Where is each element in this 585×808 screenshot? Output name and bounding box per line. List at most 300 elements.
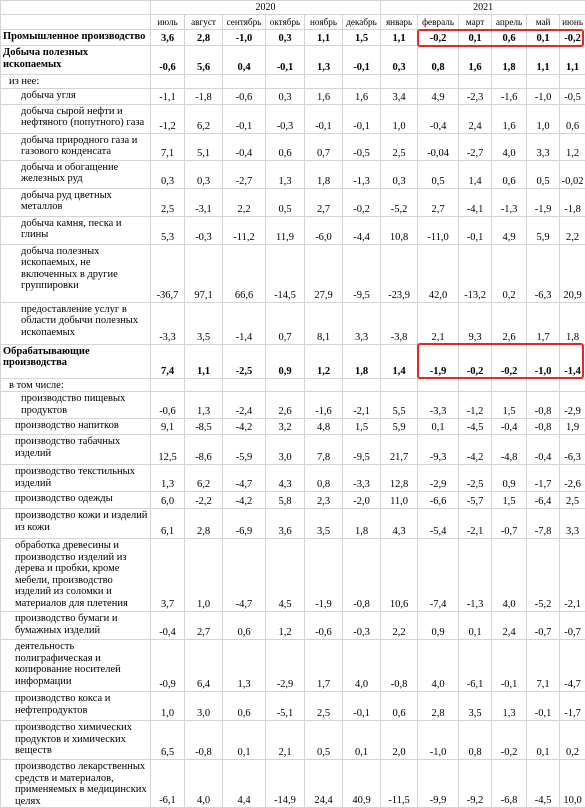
- value-cell: 0,5: [527, 160, 560, 188]
- value-cell: -1,3: [343, 160, 381, 188]
- value-cell: -5,1: [266, 692, 305, 721]
- table-row: [1, 188, 585, 216]
- value-cell: 1,1: [381, 30, 418, 46]
- value-cell: 1,5: [343, 30, 381, 46]
- value-cell: 4,0: [185, 760, 223, 808]
- value-cell: 0,1: [223, 721, 266, 760]
- row-label: добыча руд цветных металлов: [1, 188, 151, 216]
- value-cell: 0,1: [527, 30, 560, 46]
- value-cell: -4,5: [527, 760, 560, 808]
- value-cell: -0,7: [492, 509, 527, 539]
- value-cell: 40,9: [343, 760, 381, 808]
- value-cell: -1,9: [305, 539, 343, 612]
- value-cell: 0,9: [492, 465, 527, 492]
- row-label: Добыча полезных ископаемых: [1, 46, 151, 75]
- value-cell: 2,6: [266, 392, 305, 419]
- value-cell: -2,3: [459, 88, 492, 104]
- row-label: добыча сырой нефти и нефтяного (попутного) газа: [1, 104, 151, 133]
- value-cell: [266, 378, 305, 392]
- value-cell: -0,1: [343, 692, 381, 721]
- value-cell: -4,7: [223, 465, 266, 492]
- value-cell: 1,6: [305, 88, 343, 104]
- value-cell: 2,8: [185, 30, 223, 46]
- value-cell: -6,1: [151, 760, 185, 808]
- value-cell: -4,4: [343, 216, 381, 244]
- row-label: производство текстильных изделий: [1, 465, 151, 492]
- value-cell: -3,3: [418, 392, 459, 419]
- row-label: добыча и обогащение железных руд: [1, 160, 151, 188]
- value-cell: -7,8: [527, 509, 560, 539]
- value-cell: -0,7: [527, 612, 560, 640]
- value-cell: -6,8: [492, 760, 527, 808]
- value-cell: -6,1: [459, 640, 492, 692]
- row-label: предоставление услуг в области добычи полезных ископаемых: [1, 302, 151, 344]
- value-cell: 1,2: [305, 344, 343, 378]
- value-cell: 0,5: [266, 188, 305, 216]
- value-cell: 5,5: [381, 392, 418, 419]
- value-cell: -3,3: [343, 465, 381, 492]
- value-cell: -0,5: [343, 133, 381, 160]
- value-cell: -5,7: [459, 492, 492, 509]
- value-cell: 1,8: [560, 302, 585, 344]
- value-cell: -6,6: [418, 492, 459, 509]
- value-cell: -6,4: [527, 492, 560, 509]
- value-cell: -0,1: [459, 216, 492, 244]
- table-row: [1, 46, 585, 75]
- value-cell: -1,4: [223, 302, 266, 344]
- value-cell: 0,8: [459, 721, 492, 760]
- value-cell: 4,0: [492, 539, 527, 612]
- value-cell: -2,4: [223, 392, 266, 419]
- value-cell: 8,1: [305, 302, 343, 344]
- value-cell: 1,9: [560, 419, 585, 435]
- value-cell: 10,0: [560, 760, 585, 808]
- value-cell: 2,1: [266, 721, 305, 760]
- value-cell: 1,7: [527, 302, 560, 344]
- value-cell: -1,4: [560, 344, 585, 378]
- value-cell: 0,4: [223, 46, 266, 75]
- value-cell: -9,5: [343, 435, 381, 465]
- value-cell: [459, 378, 492, 392]
- month-header: июль: [151, 15, 185, 30]
- value-cell: 2,8: [185, 509, 223, 539]
- value-cell: 9,3: [459, 302, 492, 344]
- table-row: [1, 419, 585, 435]
- value-cell: -0,4: [151, 612, 185, 640]
- value-cell: 0,6: [223, 612, 266, 640]
- value-cell: -0,8: [185, 721, 223, 760]
- value-cell: -6,3: [560, 435, 585, 465]
- value-cell: -5,9: [223, 435, 266, 465]
- table-row: [1, 378, 585, 392]
- month-header: июнь: [560, 15, 585, 30]
- value-cell: 1,3: [266, 160, 305, 188]
- value-cell: -9,3: [418, 435, 459, 465]
- value-cell: 0,6: [266, 133, 305, 160]
- table-row: [1, 435, 585, 465]
- value-cell: -0,3: [185, 216, 223, 244]
- value-cell: 21,7: [381, 435, 418, 465]
- value-cell: [343, 75, 381, 89]
- value-cell: 5,8: [266, 492, 305, 509]
- row-label: производство напитков: [1, 419, 151, 435]
- value-cell: [418, 75, 459, 89]
- value-cell: 1,3: [151, 465, 185, 492]
- value-cell: -3,1: [185, 188, 223, 216]
- value-cell: [418, 378, 459, 392]
- value-cell: 3,3: [560, 509, 585, 539]
- value-cell: 0,5: [418, 160, 459, 188]
- value-cell: -0,02: [560, 160, 585, 188]
- value-cell: 3,6: [266, 509, 305, 539]
- value-cell: 2,6: [492, 302, 527, 344]
- month-header: февраль: [418, 15, 459, 30]
- value-cell: -0,3: [266, 104, 305, 133]
- table-row: [1, 492, 585, 509]
- value-cell: 2,5: [151, 188, 185, 216]
- value-cell: 0,7: [305, 133, 343, 160]
- value-cell: 0,2: [560, 721, 585, 760]
- value-cell: -11,0: [418, 216, 459, 244]
- row-label: в том числе:: [1, 378, 151, 392]
- value-cell: -0,2: [560, 30, 585, 46]
- value-cell: 10,8: [381, 216, 418, 244]
- value-cell: -0,6: [223, 88, 266, 104]
- value-cell: 3,6: [151, 30, 185, 46]
- value-cell: 1,6: [459, 46, 492, 75]
- value-cell: 24,4: [305, 760, 343, 808]
- value-cell: -14,5: [266, 244, 305, 302]
- row-label: производство пищевых продуктов: [1, 392, 151, 419]
- value-cell: 6,2: [185, 104, 223, 133]
- value-cell: -6,0: [305, 216, 343, 244]
- value-cell: 2,1: [418, 302, 459, 344]
- value-cell: -11,2: [223, 216, 266, 244]
- value-cell: [492, 75, 527, 89]
- value-cell: 2,0: [381, 721, 418, 760]
- value-cell: -9,2: [459, 760, 492, 808]
- table-row: [1, 640, 585, 692]
- value-cell: [560, 75, 585, 89]
- value-cell: -2,7: [459, 133, 492, 160]
- month-header: октябрь: [266, 15, 305, 30]
- value-cell: 6,0: [151, 492, 185, 509]
- month-header: ноябрь: [305, 15, 343, 30]
- value-cell: -1,6: [305, 392, 343, 419]
- value-cell: 2,7: [305, 188, 343, 216]
- value-cell: -1,8: [185, 88, 223, 104]
- table-row: [1, 88, 585, 104]
- value-cell: -2,0: [343, 492, 381, 509]
- value-cell: 2,5: [560, 492, 585, 509]
- table-row: [1, 160, 585, 188]
- value-cell: 0,2: [492, 244, 527, 302]
- row-label: добыча полезных ископаемых, не включенных в другие группировки: [1, 244, 151, 302]
- value-cell: 3,3: [343, 302, 381, 344]
- value-cell: 2,2: [381, 612, 418, 640]
- value-cell: -0,6: [151, 46, 185, 75]
- value-cell: 0,3: [266, 30, 305, 46]
- value-cell: 4,3: [381, 509, 418, 539]
- value-cell: [527, 378, 560, 392]
- value-cell: -0,4: [492, 419, 527, 435]
- value-cell: 5,3: [151, 216, 185, 244]
- value-cell: 1,6: [492, 104, 527, 133]
- value-cell: 0,6: [223, 692, 266, 721]
- value-cell: -1,3: [459, 539, 492, 612]
- month-header: апрель: [492, 15, 527, 30]
- value-cell: -0,4: [527, 435, 560, 465]
- value-cell: -0,1: [266, 46, 305, 75]
- value-cell: 4,3: [266, 465, 305, 492]
- value-cell: 11,9: [266, 216, 305, 244]
- value-cell: -3,3: [151, 302, 185, 344]
- month-header: август: [185, 15, 223, 30]
- row-label: производство табачных изделий: [1, 435, 151, 465]
- table-row: [1, 539, 585, 612]
- table-row: [1, 760, 585, 808]
- value-cell: 1,5: [492, 492, 527, 509]
- value-cell: 42,0: [418, 244, 459, 302]
- value-cell: 1,6: [343, 88, 381, 104]
- value-cell: 7,8: [305, 435, 343, 465]
- value-cell: 1,0: [185, 539, 223, 612]
- value-cell: 1,1: [185, 344, 223, 378]
- value-cell: 1,8: [305, 160, 343, 188]
- value-cell: -2,2: [185, 492, 223, 509]
- value-cell: 2,7: [185, 612, 223, 640]
- table-row: [1, 465, 585, 492]
- value-cell: 97,1: [185, 244, 223, 302]
- value-cell: 3,5: [185, 302, 223, 344]
- month-header: декабрь: [343, 15, 381, 30]
- value-cell: [151, 378, 185, 392]
- row-label: производство кожи и изделий из кожи: [1, 509, 151, 539]
- month-header: сентябрь: [223, 15, 266, 30]
- value-cell: 0,6: [492, 30, 527, 46]
- value-cell: -0,1: [305, 104, 343, 133]
- value-cell: -13,2: [459, 244, 492, 302]
- value-cell: 0,6: [381, 692, 418, 721]
- value-cell: 20,9: [560, 244, 585, 302]
- value-cell: 2,3: [305, 492, 343, 509]
- value-cell: 5,9: [381, 419, 418, 435]
- value-cell: 1,3: [492, 692, 527, 721]
- value-cell: -0,04: [418, 133, 459, 160]
- value-cell: -2,9: [560, 392, 585, 419]
- value-cell: -4,2: [223, 492, 266, 509]
- value-cell: 3,0: [266, 435, 305, 465]
- value-cell: [492, 378, 527, 392]
- table-row: [1, 133, 585, 160]
- value-cell: 1,0: [381, 104, 418, 133]
- value-cell: 1,5: [492, 392, 527, 419]
- table-row: [1, 302, 585, 344]
- value-cell: -0,8: [527, 392, 560, 419]
- value-cell: -0,6: [305, 612, 343, 640]
- value-cell: -0,2: [418, 30, 459, 46]
- value-cell: 12,5: [151, 435, 185, 465]
- value-cell: 1,8: [492, 46, 527, 75]
- value-cell: -0,2: [492, 721, 527, 760]
- value-cell: 7,1: [151, 133, 185, 160]
- value-cell: -1,7: [527, 465, 560, 492]
- value-cell: 3,2: [266, 419, 305, 435]
- value-cell: 0,9: [418, 612, 459, 640]
- value-cell: 5,1: [185, 133, 223, 160]
- value-cell: 1,0: [151, 692, 185, 721]
- value-cell: 0,1: [343, 721, 381, 760]
- value-cell: -6,3: [527, 244, 560, 302]
- value-cell: -0,8: [527, 419, 560, 435]
- value-cell: 1,5: [343, 419, 381, 435]
- value-cell: 0,9: [266, 344, 305, 378]
- row-label: добыча угля: [1, 88, 151, 104]
- value-cell: 1,3: [185, 392, 223, 419]
- value-cell: 6,2: [185, 465, 223, 492]
- value-cell: [459, 75, 492, 89]
- value-cell: 9,1: [151, 419, 185, 435]
- table-row: [1, 344, 585, 378]
- value-cell: -14,9: [266, 760, 305, 808]
- value-cell: -5,2: [381, 188, 418, 216]
- row-label: Промышленное производство: [1, 30, 151, 46]
- value-cell: -1,0: [527, 344, 560, 378]
- value-cell: -0,8: [381, 640, 418, 692]
- table-row: [1, 216, 585, 244]
- value-cell: -2,9: [266, 640, 305, 692]
- value-cell: 6,5: [151, 721, 185, 760]
- value-cell: -7,4: [418, 539, 459, 612]
- table-row: [1, 75, 585, 89]
- value-cell: 1,8: [343, 509, 381, 539]
- value-cell: [527, 75, 560, 89]
- value-cell: 0,8: [305, 465, 343, 492]
- value-cell: 4,5: [266, 539, 305, 612]
- value-cell: -0,3: [343, 612, 381, 640]
- row-label: обработка древесины и производство изделий из дерева и пробки, кроме мебели, производство изделий из соломки и материалов для плетения: [1, 539, 151, 612]
- value-cell: 4,0: [418, 640, 459, 692]
- value-cell: 3,5: [459, 692, 492, 721]
- value-cell: 6,1: [151, 509, 185, 539]
- value-cell: -0,8: [343, 539, 381, 612]
- value-cell: -5,4: [418, 509, 459, 539]
- value-cell: 6,4: [185, 640, 223, 692]
- value-cell: -8,5: [185, 419, 223, 435]
- value-cell: 2,5: [305, 692, 343, 721]
- value-cell: -2,6: [560, 465, 585, 492]
- table-row: [1, 721, 585, 760]
- value-cell: 1,1: [527, 46, 560, 75]
- value-cell: [305, 378, 343, 392]
- value-cell: [560, 378, 585, 392]
- value-cell: -1,9: [527, 188, 560, 216]
- value-cell: 2,5: [381, 133, 418, 160]
- value-cell: 4,8: [305, 419, 343, 435]
- month-header: май: [527, 15, 560, 30]
- value-cell: -6,9: [223, 509, 266, 539]
- value-cell: [343, 378, 381, 392]
- value-cell: [151, 75, 185, 89]
- value-cell: -0,4: [223, 133, 266, 160]
- value-cell: 0,1: [459, 30, 492, 46]
- value-cell: 0,3: [381, 46, 418, 75]
- value-cell: [223, 378, 266, 392]
- value-cell: -0,4: [418, 104, 459, 133]
- value-cell: -4,7: [560, 640, 585, 692]
- value-cell: -0,2: [343, 188, 381, 216]
- value-cell: -23,9: [381, 244, 418, 302]
- value-cell: -0,1: [492, 640, 527, 692]
- value-cell: -3,8: [381, 302, 418, 344]
- value-cell: 11,0: [381, 492, 418, 509]
- value-cell: 0,6: [492, 160, 527, 188]
- value-cell: [266, 75, 305, 89]
- value-cell: 3,0: [185, 692, 223, 721]
- value-cell: -1,8: [560, 188, 585, 216]
- value-cell: 0,1: [527, 721, 560, 760]
- value-cell: 1,4: [459, 160, 492, 188]
- row-label: Обрабатывающие производства: [1, 344, 151, 378]
- row-label: деятельность полиграфическая и копирование носителей информации: [1, 640, 151, 692]
- value-cell: 1,3: [305, 46, 343, 75]
- value-cell: -1,0: [418, 721, 459, 760]
- value-cell: 66,6: [223, 244, 266, 302]
- table-row: [1, 244, 585, 302]
- value-cell: 7,4: [151, 344, 185, 378]
- value-cell: -2,5: [459, 465, 492, 492]
- value-cell: 0,3: [185, 160, 223, 188]
- value-cell: -1,2: [151, 104, 185, 133]
- value-cell: -2,1: [459, 509, 492, 539]
- value-cell: 0,5: [305, 721, 343, 760]
- table-row: [1, 392, 585, 419]
- value-cell: 1,2: [560, 133, 585, 160]
- row-label: производство лекарственных средств и материалов, применяемых в медицинских целях: [1, 760, 151, 808]
- value-cell: -4,7: [223, 539, 266, 612]
- value-cell: -0,1: [343, 46, 381, 75]
- row-label: производство кокса и нефтепродуктов: [1, 692, 151, 721]
- value-cell: 2,8: [418, 692, 459, 721]
- value-cell: 4,9: [492, 216, 527, 244]
- row-label: из нее:: [1, 75, 151, 89]
- value-cell: 1,1: [305, 30, 343, 46]
- value-cell: 2,4: [459, 104, 492, 133]
- value-cell: [223, 75, 266, 89]
- value-cell: 4,4: [223, 760, 266, 808]
- value-cell: -9,5: [343, 244, 381, 302]
- value-cell: -2,1: [343, 392, 381, 419]
- value-cell: 3,5: [305, 509, 343, 539]
- value-cell: -0,9: [151, 640, 185, 692]
- value-cell: -0,1: [223, 104, 266, 133]
- value-cell: -4,5: [459, 419, 492, 435]
- value-cell: 2,7: [418, 188, 459, 216]
- value-cell: -1,9: [418, 344, 459, 378]
- value-cell: -4,2: [223, 419, 266, 435]
- table-row: [1, 692, 585, 721]
- corner-cell: [1, 1, 151, 15]
- value-cell: 2,2: [560, 216, 585, 244]
- value-cell: 1,2: [266, 612, 305, 640]
- value-cell: [381, 378, 418, 392]
- value-cell: 1,3: [223, 640, 266, 692]
- value-cell: -1,3: [492, 188, 527, 216]
- value-cell: -4,2: [459, 435, 492, 465]
- month-header: январь: [381, 15, 418, 30]
- value-cell: [185, 378, 223, 392]
- value-cell: -1,1: [151, 88, 185, 104]
